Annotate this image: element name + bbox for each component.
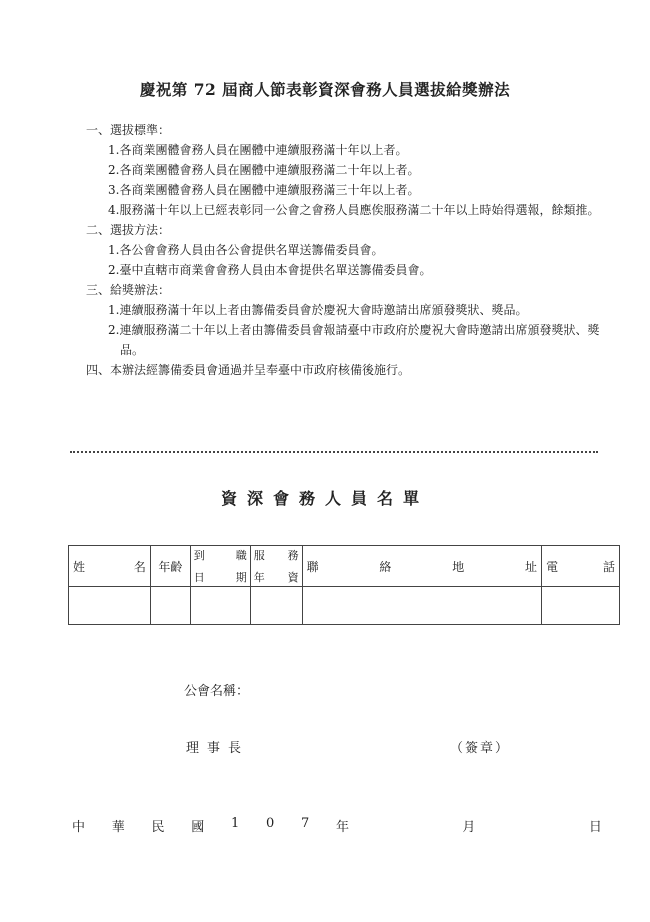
header-service-years: 服 務 年 資 [250, 546, 302, 587]
rule-item: 3.各商業團體會務人員在團體中連續服務滿三十年以上者。 [108, 183, 420, 197]
date-line [72, 816, 602, 835]
service-years-cell[interactable] [250, 587, 302, 625]
arrival-date-cell[interactable] [190, 587, 250, 625]
roster-title: 資深會務人員名單 [220, 489, 429, 508]
document-title: 慶祝第 72 屆商人節表彰資深會務人員選拔給獎辦法 [139, 80, 511, 99]
name-cell[interactable] [69, 587, 151, 625]
rule-item: 1.連續服務滿十年以上者由籌備委員會於慶祝大會時邀請出席頒發獎狀、獎品。 [108, 303, 528, 317]
phone-cell[interactable] [542, 587, 620, 625]
rule-item: 2.各商業團體會務人員在團體中連續服務滿二十年以上者。 [108, 163, 420, 177]
rule-item: 2.臺中直轄市商業會會務人員由本會提供名單送籌備委員會。 [108, 263, 432, 277]
rule-item: 1.各商業團體會務人員在團體中連續服務滿十年以上者。 [108, 143, 408, 157]
rule-heading: 三、給獎辦法： [86, 283, 171, 297]
header-arrival-date: 到 職 日 期 [190, 546, 250, 587]
date-month-label: 月 [462, 820, 476, 835]
dotted-divider [70, 451, 598, 453]
address-cell[interactable] [302, 587, 541, 625]
chairman-label: 理事長 [186, 741, 250, 756]
age-cell[interactable] [150, 587, 190, 625]
date-era-char: 國 [191, 820, 205, 835]
date-era-char: 華 [111, 820, 125, 835]
table-row [69, 587, 620, 625]
signature-label: （簽章） [450, 741, 511, 756]
header-address: 聯 絡 地 址 [302, 546, 541, 587]
rule-item: 2.連續服務滿二十年以上者由籌備委員會報請臺中市政府於慶祝大會時邀請出席頒發獎狀、獎品。 [108, 323, 600, 357]
header-age: 年齡 [150, 546, 190, 587]
rules-section [86, 120, 606, 380]
date-day-label: 日 [588, 820, 602, 835]
rule-item: 1.各公會會務人員由各公會提供名單送籌備委員會。 [108, 243, 384, 257]
date-year-digit: 7 [300, 816, 310, 831]
rule-heading: 一、選拔標準： [86, 123, 171, 137]
date-year-label: 年 [335, 820, 349, 835]
date-era-char: 中 [72, 820, 86, 835]
rule-item: 4.服務滿十年以上已經表彰同一公會之會務人員應俟服務滿二十年以上時始得選報，餘類推。 [108, 203, 600, 217]
rule-heading: 二、選拔方法： [86, 223, 171, 237]
header-phone: 電 話 [542, 546, 620, 587]
header-name: 姓 名 [69, 546, 151, 587]
association-name-label: 公會名稱： [184, 684, 250, 699]
date-era-char: 民 [151, 820, 165, 835]
rule-heading: 四、本辦法經籌備委員會通過并呈奉臺中市政府核備後施行。 [86, 363, 411, 377]
date-year-digit: 0 [265, 816, 275, 831]
date-year-digit: 1 [230, 816, 240, 831]
roster-table [68, 545, 620, 625]
table-header-row [69, 546, 620, 587]
